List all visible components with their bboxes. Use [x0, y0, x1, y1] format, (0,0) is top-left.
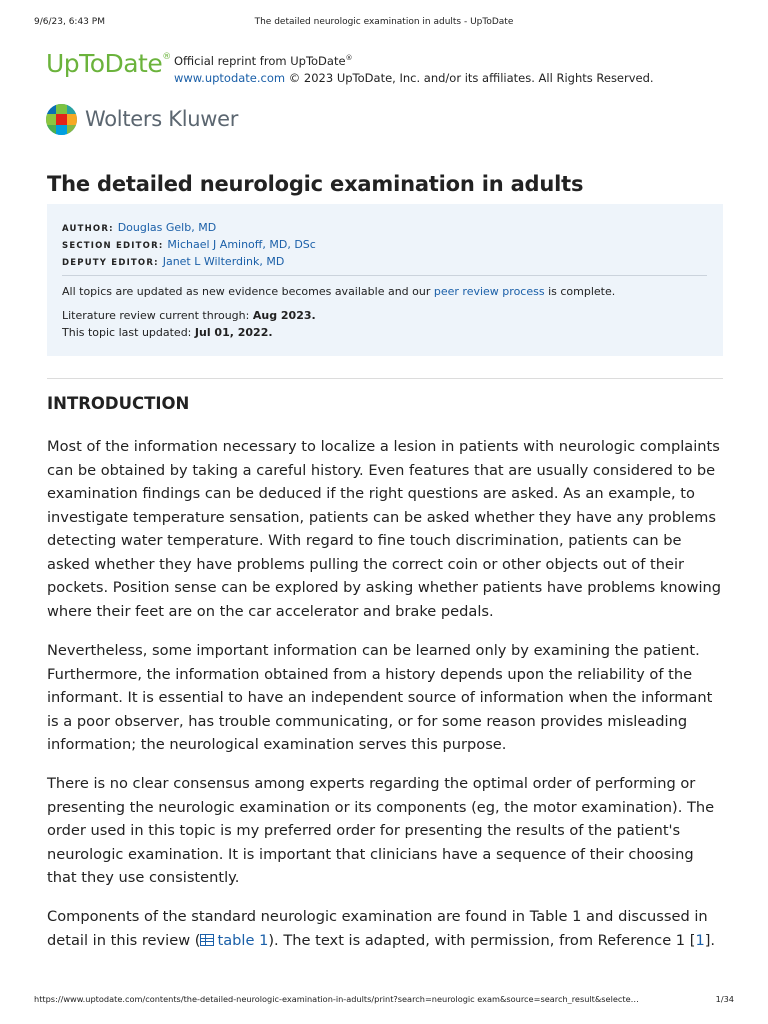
article-title: The detailed neurologic examination in adults [47, 172, 584, 196]
copyright-text: © 2023 UpToDate, Inc. and/or its affiliates. All Rights Reserved. [285, 70, 654, 85]
last-updated-label: This topic last updated: [62, 326, 195, 339]
lit-review-label: Literature review current through: [62, 309, 253, 322]
review-dates [62, 307, 316, 341]
uptodate-site-link[interactable]: www.uptodate.com [174, 70, 286, 85]
peer-review-link[interactable]: peer review process [433, 285, 545, 298]
uptodate-logo-text: UpToDate [46, 49, 163, 78]
credit-section-editor [62, 237, 316, 254]
table-icon [200, 934, 214, 946]
paragraph-2: Nevertheless, some important information can be learned only by examining the patient. Furthermore, the information obtained from a history depends upon the reliability of the informant. It is essential to have an independent source of information when the informant is a poor observer, has trouble communicating, or for some reason provides misleading information; the neurological examination serves this purpose. [47, 642, 713, 753]
section-editor-link[interactable]: Michael J Aminoff, MD, DSc [167, 238, 316, 251]
paragraph-4-post: ]. [704, 931, 716, 949]
print-header [0, 17, 768, 31]
update-note [62, 284, 615, 300]
print-datetime: 9/6/23, 6:43 PM [34, 17, 105, 27]
reprint-mark: ® [345, 54, 353, 62]
lit-review-date: Aug 2023. [252, 309, 316, 322]
credit-deputy-editor [62, 254, 316, 271]
paragraph-3: There is no clear consensus among experts regarding the optimal order of performing or presenting the neurologic examination or its components (eg, the motor examination). The order used in this topic is my preferred order for presenting the results of the patient's neurologic examination. It is important that clinicians have a sequence of their choosing that they use consistently. [47, 775, 715, 886]
credit-author [62, 220, 316, 237]
paragraph-1: Most of the information necessary to localize a lesion in patients with neurologic complaints can be obtained by taking a careful history. Even features that are usually considered to be examination findings can be deduced if the right questions are asked. As an example, to investigate temperature sensation, patients can be asked whether they have any problems detecting water temperature. With regard to fine touch discrimination, patients can be asked whether they have problems pulling the correct coin or other objects out of their pockets. Position sense can be explored by asking whether patients have problems knowing where their feet are on the car accelerator and brake pedals. [47, 438, 722, 620]
paragraph-4 [47, 905, 725, 952]
update-note-post: is complete. [544, 285, 616, 298]
table-1-link-label: table 1 [217, 931, 269, 949]
credits [62, 220, 316, 271]
author-link[interactable]: Douglas Gelb, MD [117, 221, 217, 234]
paragraph-4-pre: Components of the standard neurologic examination are found in Table 1 and discussed in detail in this review ( [47, 908, 708, 949]
meta-divider [62, 275, 707, 276]
uptodate-logo [46, 49, 171, 78]
deputy-editor-link[interactable]: Janet L Wilterdink, MD [162, 255, 285, 268]
last-updated-date: Jul 01, 2022. [194, 326, 273, 339]
uptodate-logo-mark: ® [162, 52, 171, 62]
wolters-kluwer-name: Wolters Kluwer [85, 107, 239, 131]
wolters-kluwer-logo [46, 104, 246, 136]
last-updated-line [62, 324, 316, 341]
update-note-pre: All topics are updated as new evidence becomes available and our [62, 285, 434, 298]
lit-review-line [62, 307, 316, 324]
reprint-line: Official reprint from UpToDate [174, 53, 346, 68]
wolters-kluwer-globe-icon [46, 104, 77, 135]
paragraph-4-mid: ). The text is adapted, with permission, from Reference 1 [ [268, 931, 696, 949]
print-url: https://www.uptodate.com/contents/the-detailed-neurologic-examination-in-adults/print?search=neurologic exam&source=search_result&selecte… [34, 994, 639, 1004]
section-heading: INTRODUCTION [47, 394, 190, 413]
reference-1-link[interactable]: 1 [695, 931, 705, 949]
topic-meta-box [47, 204, 723, 356]
page-number: 1/34 [715, 994, 734, 1004]
reprint-notice [174, 50, 654, 87]
table-1-link[interactable] [200, 932, 268, 949]
credit-role: AUTHOR: [62, 224, 114, 234]
section-divider [47, 378, 723, 379]
print-page-title: The detailed neurologic examination in adults - UpToDate [254, 17, 514, 27]
credit-role: SECTION EDITOR: [62, 241, 164, 251]
credit-role: DEPUTY EDITOR: [62, 258, 159, 268]
print-footer [0, 994, 768, 1008]
brand-row [46, 48, 726, 88]
